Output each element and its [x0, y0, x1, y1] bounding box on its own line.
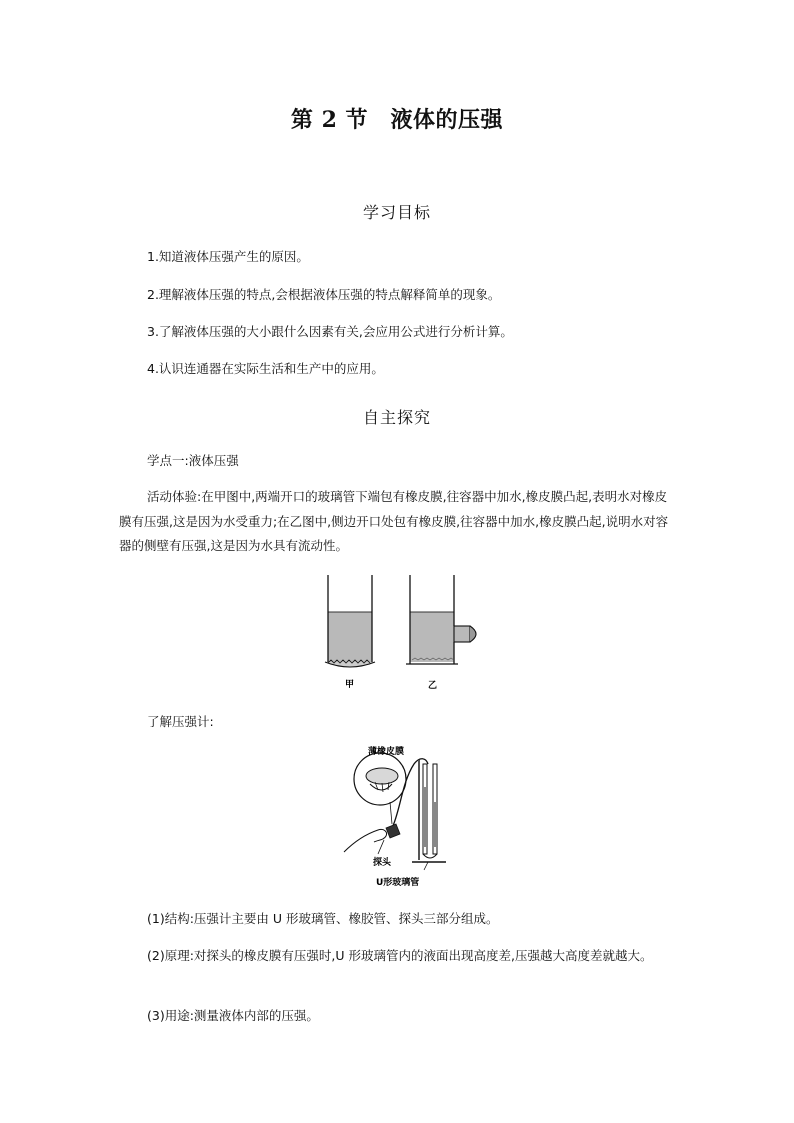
cylinder-a-label: 甲: [345, 680, 355, 690]
activity-paragraph: 活动体验:在甲图中,两端开口的玻璃管下端包有橡皮膜,往容器中加水,橡皮膜凸起,表明水对橡皮膜有压强,这是因为水受重力;在乙图中,侧边开口处包有橡皮膜,往容器中加水,橡皮膜凸起,说明水对容器的侧壁有压强,这是因为水具有流动性。: [119, 489, 669, 553]
gauge-principle: (2)原理:对探头的橡皮膜有压强时,U 形玻璃管内的液面出现高度差,压强越大高度差就越大。: [147, 948, 653, 963]
membrane-cylinders-figure: [320, 572, 490, 694]
page-title: 第 2 节 液体的压强: [290, 107, 504, 133]
gauge-intro: 了解压强计:: [147, 714, 214, 729]
gauge-structure: (1)结构:压强计主要由 U 形玻璃管、橡胶管、探头三部分组成。: [147, 911, 499, 926]
section-heading-explore: 自主探究: [362, 408, 431, 427]
objective-item-4: 4.认识连通器在实际生活和生产中的应用。: [147, 361, 384, 376]
section-heading-objectives: 学习目标: [362, 203, 431, 222]
pressure-gauge-figure: [340, 742, 455, 890]
cylinder-a-illustration: [325, 575, 375, 667]
learning-point-1: 学点一:液体压强: [147, 453, 239, 468]
probe-label: 探头: [373, 858, 392, 868]
cylinder-b-label: 乙: [428, 681, 438, 691]
membrane-label: 薄橡皮膜: [368, 747, 405, 757]
objective-item-2: 2.理解液体压强的特点,会根据液体压强的特点解释简单的现象。: [147, 287, 501, 302]
u-tube-label: U形玻璃管: [376, 878, 420, 888]
cylinder-b-illustration: [406, 575, 476, 664]
objective-item-1: 1.知道液体压强产生的原因。: [147, 249, 309, 264]
objective-item-3: 3.了解液体压强的大小跟什么因素有关,会应用公式进行分析计算。: [147, 324, 513, 339]
gauge-usage: (3)用途:测量液体内部的压强。: [147, 1008, 319, 1023]
